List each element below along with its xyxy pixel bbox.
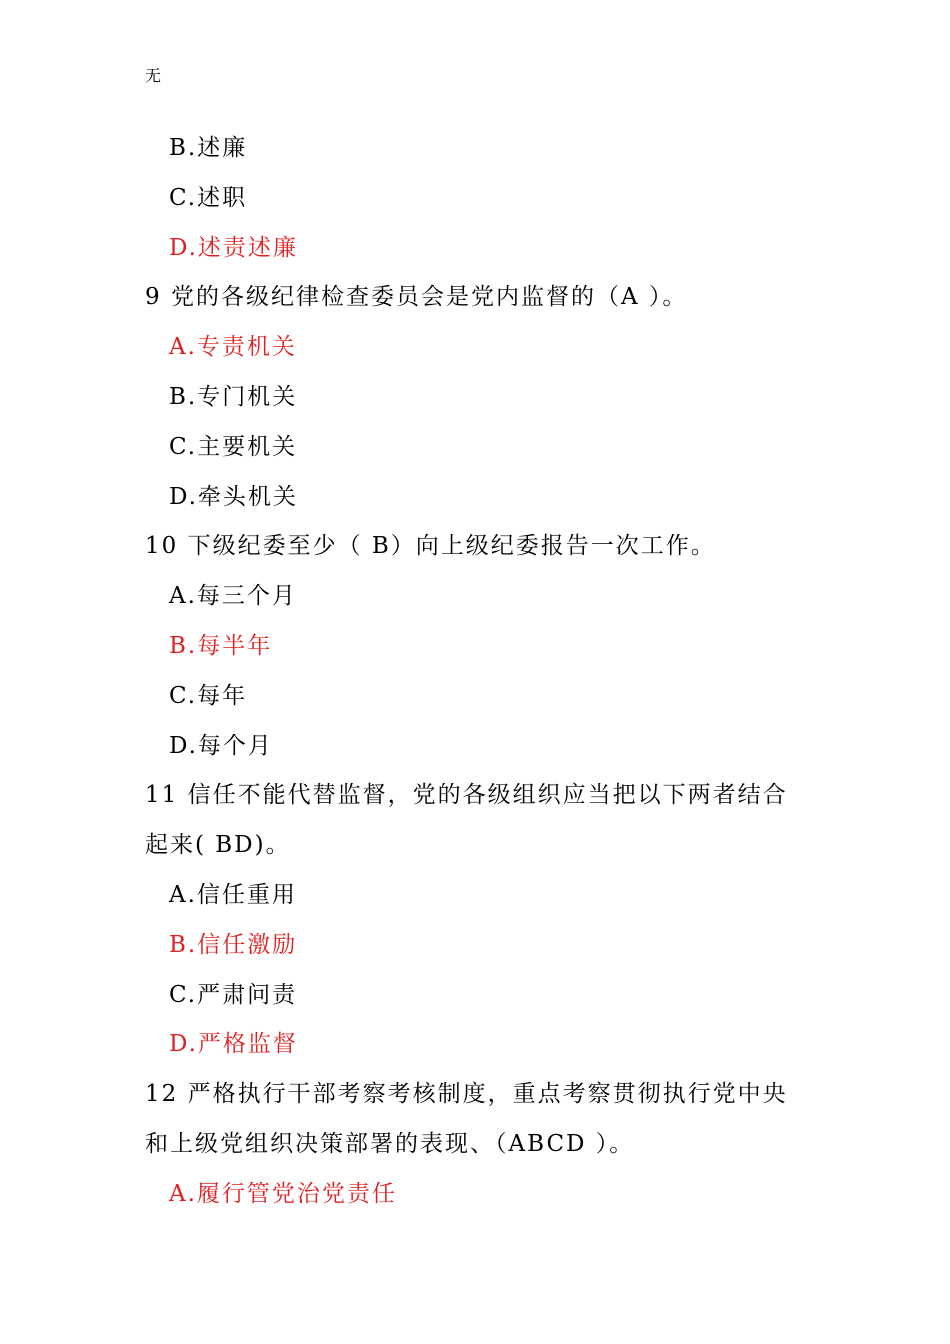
answer-option: C.严肃问责 [169, 981, 298, 1008]
answer-option: A.专责机关 [169, 334, 297, 361]
page-header-mark: 无 [145, 66, 162, 85]
answer-option: C.述职 [169, 184, 248, 211]
answer-option: D.每个月 [169, 732, 273, 759]
quiz-content [145, 124, 825, 1220]
answer-option: C.每年 [169, 682, 248, 709]
question-text: 11 信任不能代替监督，党的各级组织应当把以下两者结合 [145, 782, 788, 809]
answer-option: D.严格监督 [169, 1031, 298, 1058]
answer-option: D.牵头机关 [169, 483, 298, 510]
question-text: 起来( BD)。 [145, 832, 291, 859]
answer-option: A.每三个月 [169, 583, 297, 610]
answer-option: B.每半年 [169, 632, 273, 659]
question-text: 12 严格执行干部考察考核制度，重点考察贯彻执行党中央 [145, 1081, 788, 1108]
answer-option: B.信任激励 [169, 931, 298, 958]
answer-option: D.述责述廉 [169, 234, 298, 261]
question-text: 9 党的各级纪律检查委员会是党内监督的（A ）。 [145, 284, 688, 311]
answer-option: A.信任重用 [169, 881, 297, 908]
question-text: 和上级党组织决策部署的表现、（ABCD ）。 [145, 1130, 635, 1157]
question-text: 10 下级纪委至少（ B）向上级纪委报告一次工作。 [145, 533, 716, 560]
answer-option: B.专门机关 [169, 383, 298, 410]
answer-option: A.履行管党治党责任 [169, 1180, 397, 1207]
answer-option: C.主要机关 [169, 433, 298, 460]
answer-option: B.述廉 [169, 135, 248, 161]
